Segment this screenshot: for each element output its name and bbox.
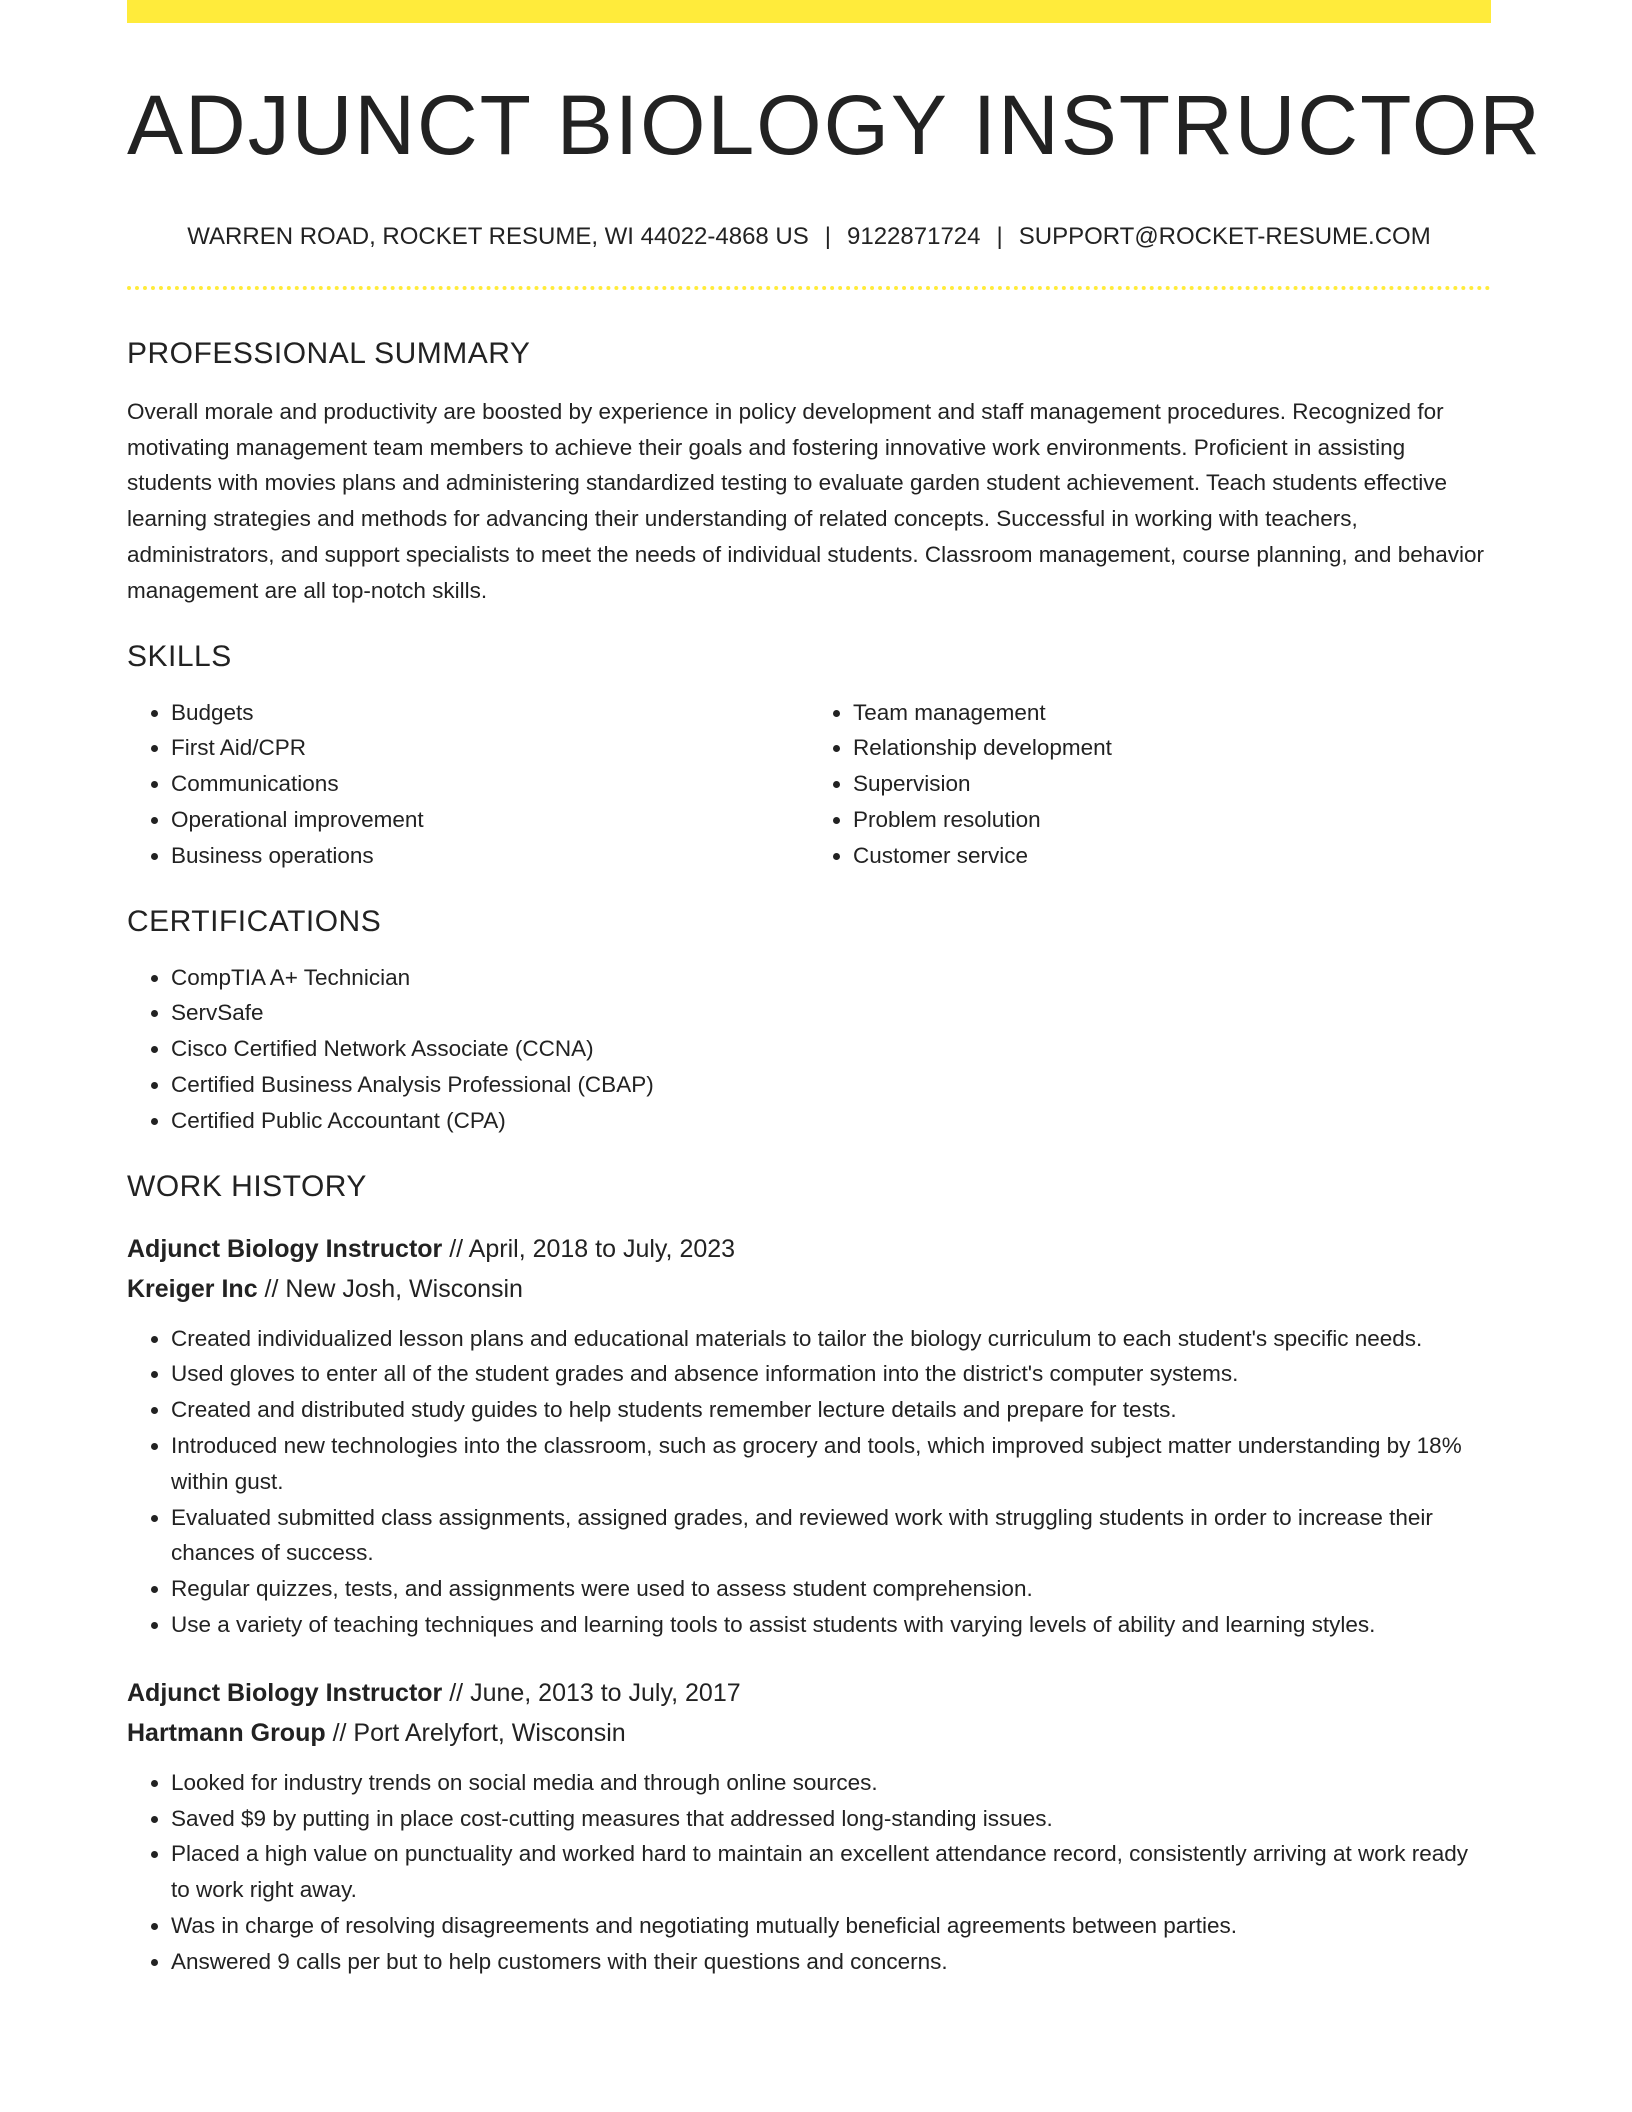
job-entry (127, 1229, 1491, 1643)
contact-line (127, 223, 1491, 252)
summary-text: Overall morale and productivity are boosted by experience in policy development and staff management procedures. Recognized for motivating management team members to achieve their goals and fostering innovative work environments. Proficient in assisting students with movies plans and administering standardized testing to evaluate garden student achievement. Teach students effective learning strategies and methods for advancing their understanding of related concepts. Successful in working with teachers, administrators, and support specialists to meet the needs of individual students. Classroom management, course planning, and behavior management are all top-notch skills. (127, 398, 1485, 603)
job-role: Adjunct Biology Instructor (127, 1234, 443, 1263)
job-dates: // April, 2018 to July, 2023 (442, 1234, 736, 1263)
skills-heading: SKILLS (127, 639, 232, 673)
job-company: Kreiger Inc (127, 1274, 258, 1303)
certifications-list (127, 960, 1491, 1139)
skill-item: • Customer service (853, 838, 1491, 874)
job-bullet: • Created individualized lesson plans and educational materials to tailor the biology curriculum to each student's specific needs. (171, 1321, 1491, 1357)
summary-heading: PROFESSIONAL SUMMARY (127, 336, 531, 370)
skill-item: • Team management (853, 695, 1491, 731)
resume-title: ADJUNCT BIOLOGY INSTRUCTOR (127, 78, 1542, 172)
skills-list-left (127, 695, 809, 874)
skills-list-right (809, 695, 1491, 874)
job-company-line (127, 1269, 1491, 1309)
job-bullet: • Answered 9 calls per but to help customers with their questions and concerns. (171, 1944, 1491, 1980)
certifications-heading: CERTIFICATIONS (127, 904, 382, 938)
resume-page (127, 0, 1542, 1980)
contact-address: WARREN ROAD, ROCKET RESUME, WI 44022-4868 US (187, 223, 809, 250)
job-dates: // June, 2013 to July, 2017 (442, 1678, 741, 1707)
top-accent-bar (127, 0, 1491, 23)
skill-item: • Business operations (171, 838, 809, 874)
job-role: Adjunct Biology Instructor (127, 1678, 443, 1707)
skill-item: • Operational improvement (171, 802, 809, 838)
job-bullet: • Introduced new technologies into the classroom, such as grocery and tools, which improved subject matter understanding by 18% within gust. (171, 1428, 1491, 1500)
skill-item: • First Aid/CPR (171, 730, 809, 766)
job-bullets (127, 1321, 1491, 1643)
job-title-line (127, 1673, 1491, 1713)
job-bullet: • Evaluated submitted class assignments, assigned grades, and reviewed work with struggling students in order to increase their chances of success. (171, 1500, 1491, 1572)
job-company: Hartmann Group (127, 1718, 326, 1747)
certification-item: • Cisco Certified Network Associate (CCNA) (171, 1031, 1491, 1067)
skill-item: • Problem resolution (853, 802, 1491, 838)
job-bullet: • Was in charge of resolving disagreements and negotiating mutually beneficial agreements between parties. (171, 1908, 1491, 1944)
skill-item: • Communications (171, 766, 809, 802)
skill-item: • Relationship development (853, 730, 1491, 766)
job-company-line (127, 1713, 1491, 1753)
job-bullet: • Looked for industry trends on social media and through online sources. (171, 1765, 1491, 1801)
contact-phone: 9122871724 (847, 223, 981, 250)
job-bullet: • Created and distributed study guides to help students remember lecture details and prepare for tests. (171, 1392, 1491, 1428)
work-history-heading: WORK HISTORY (127, 1169, 367, 1203)
skill-item: • Budgets (171, 695, 809, 731)
job-bullet: • Regular quizzes, tests, and assignments were used to assess student comprehension. (171, 1571, 1491, 1607)
skills-grid (127, 695, 1491, 874)
job-bullet: • Use a variety of teaching techniques and learning tools to assist students with varying levels of ability and learning styles. (171, 1607, 1491, 1643)
job-bullet: • Used gloves to enter all of the student grades and absence information into the district's computer systems. (171, 1356, 1491, 1392)
job-bullet: • Placed a high value on punctuality and worked hard to maintain an excellent attendance record, consistently arriving at work ready to work right away. (171, 1836, 1491, 1908)
contact-separator: | (996, 223, 1003, 250)
job-location: // Port Arelyfort, Wisconsin (325, 1718, 626, 1747)
job-bullet: • Saved $9 by putting in place cost-cutting measures that addressed long-standing issues. (171, 1801, 1491, 1837)
contact-separator: | (824, 223, 832, 250)
job-title-line (127, 1229, 1491, 1269)
job-location: // New Josh, Wisconsin (257, 1274, 523, 1303)
dotted-divider (127, 286, 1491, 290)
skill-item: • Supervision (853, 766, 1491, 802)
certification-item: • Certified Public Accountant (CPA) (171, 1103, 1491, 1139)
certification-item: • CompTIA A+ Technician (171, 960, 1491, 996)
certification-item: • ServSafe (171, 995, 1491, 1031)
job-bullets (127, 1765, 1491, 1980)
job-entry (127, 1673, 1491, 1980)
certification-item: • Certified Business Analysis Professional (CBAP) (171, 1067, 1491, 1103)
contact-email: SUPPORT@ROCKET-RESUME.COM (1018, 223, 1431, 250)
